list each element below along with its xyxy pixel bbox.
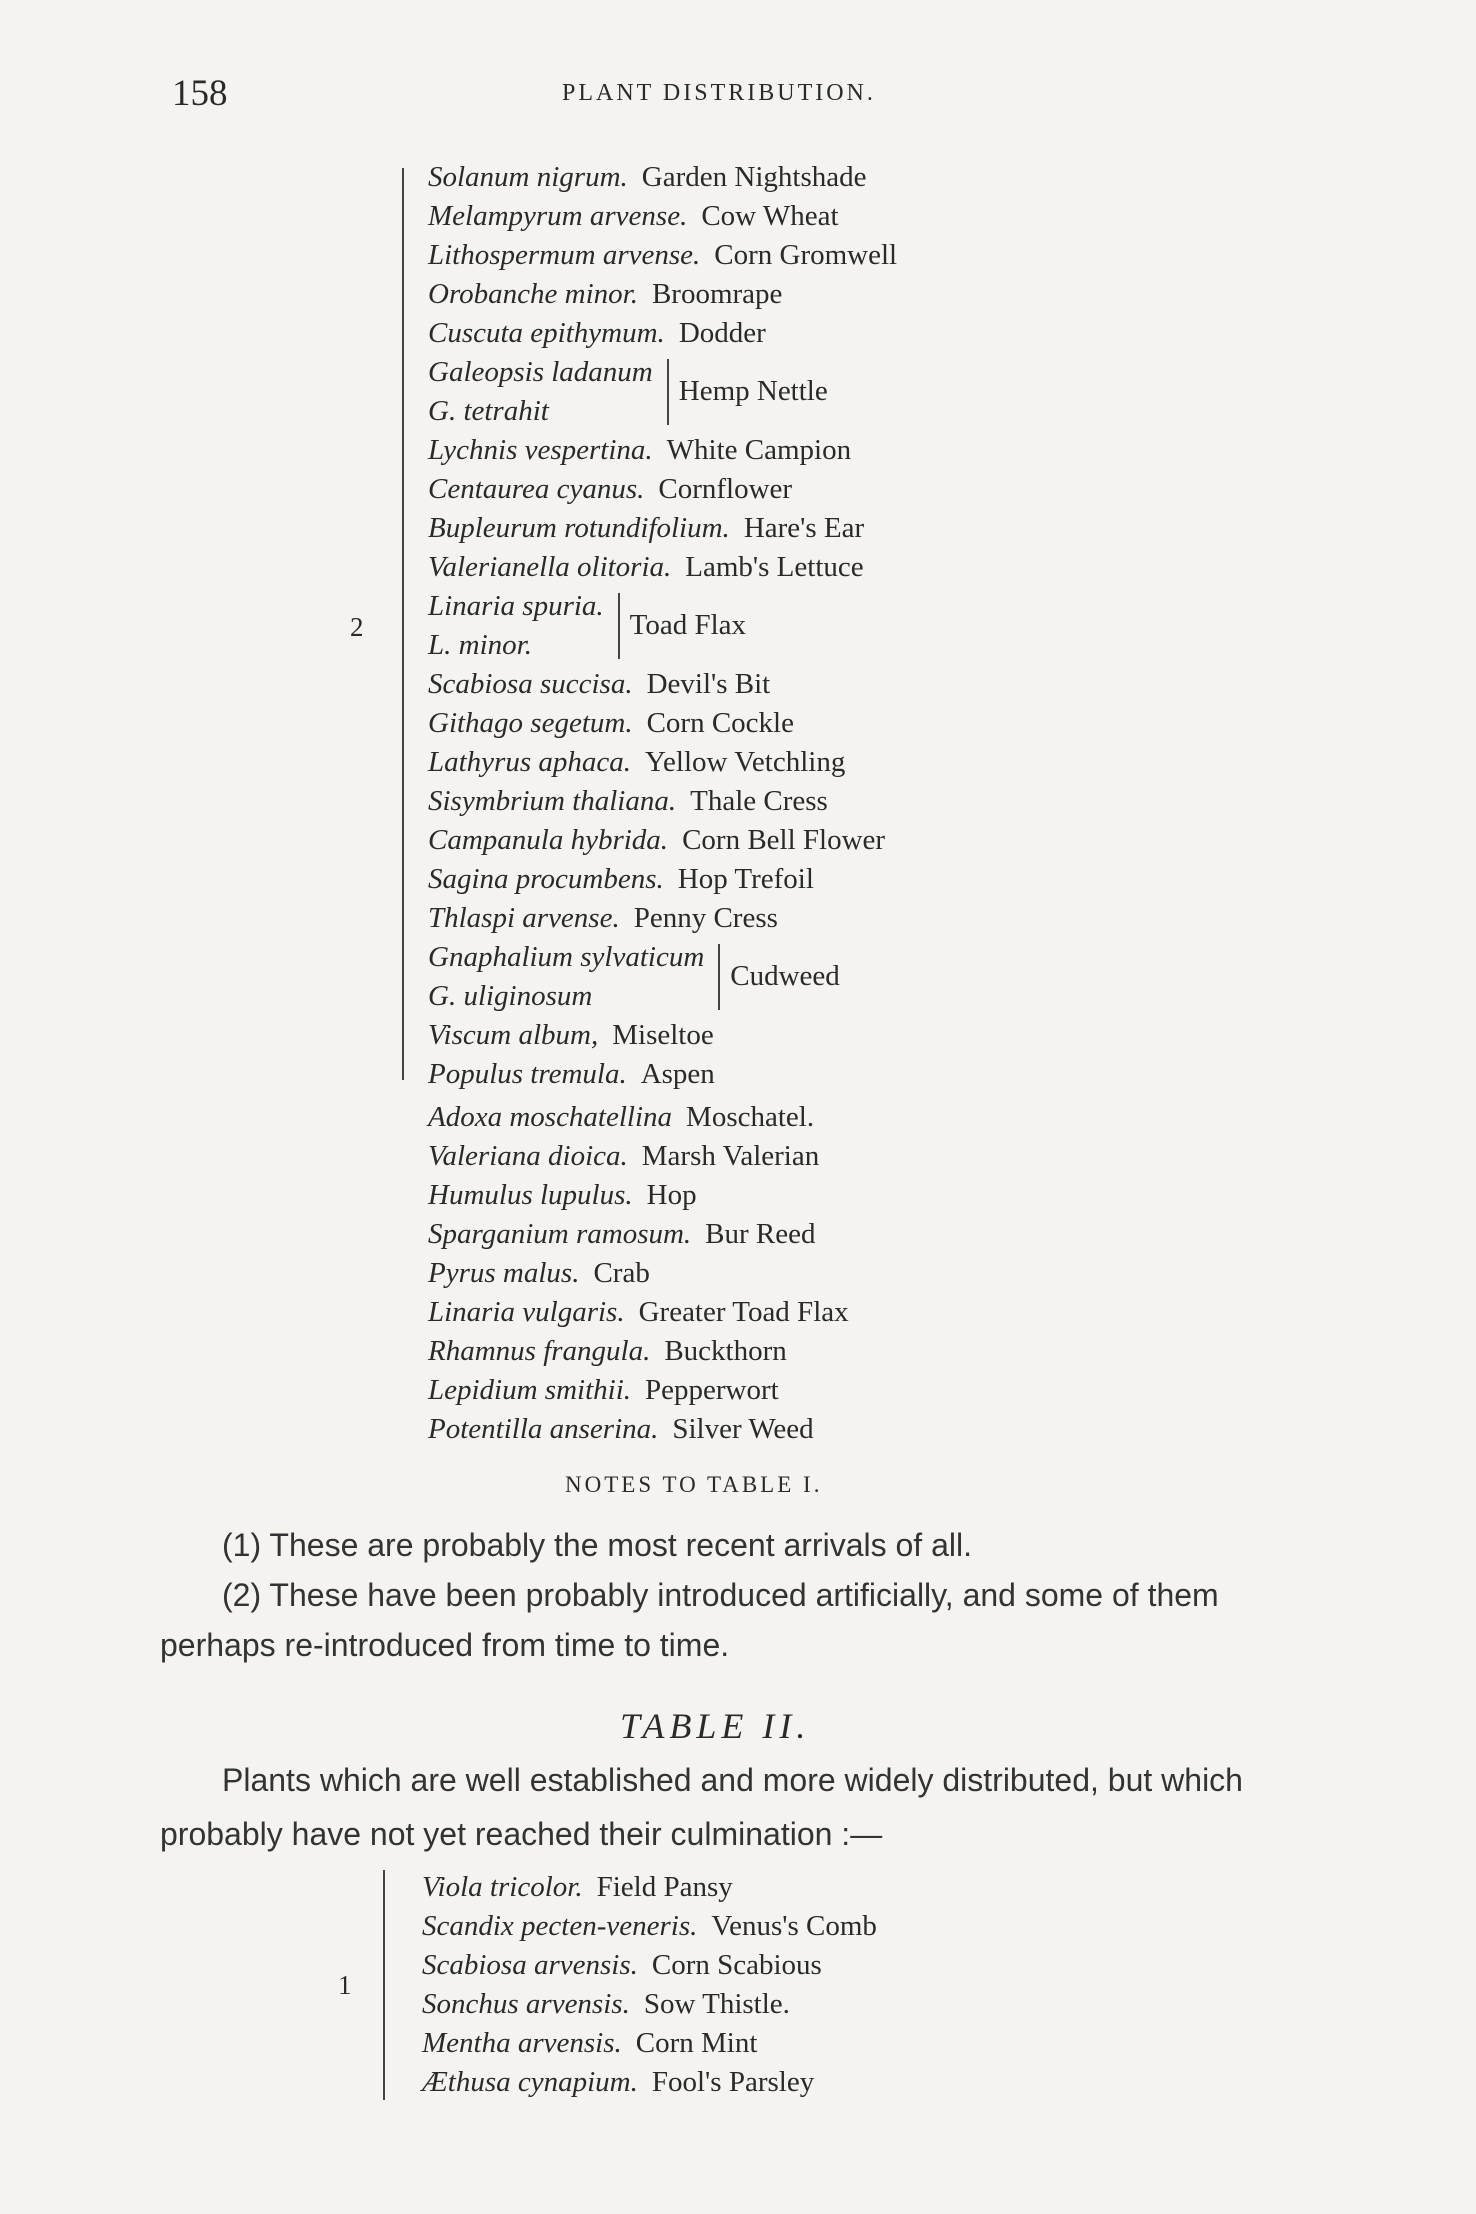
plant-entry — [422, 2063, 877, 2102]
latin-name: Viscum album, — [428, 1019, 599, 1051]
common-name: Miseltoe — [612, 1019, 714, 1051]
notes-heading: NOTES TO TABLE I. — [565, 1472, 823, 1497]
plant-entry — [428, 509, 897, 548]
plant-entry — [428, 1332, 849, 1371]
plant-entry — [422, 1907, 877, 1946]
latin-name: L. minor. — [428, 629, 532, 661]
latin-name: Adoxa moschatellina — [428, 1101, 673, 1133]
latin-name: Gnaphalium sylvaticum — [428, 941, 705, 973]
plant-entry — [428, 1215, 849, 1254]
plant-entry — [428, 704, 897, 743]
latin-name: Sparganium ramosum. — [428, 1218, 692, 1250]
plant-entry — [428, 1055, 897, 1094]
latin-name: Linaria vulgaris. — [428, 1296, 625, 1328]
common-name: Hop Trefoil — [677, 863, 814, 895]
plant-entry — [428, 665, 897, 704]
latin-name: Lychnis vespertina. — [428, 434, 653, 466]
common-name: Corn Bell Flower — [682, 824, 886, 856]
latin-name: Sisymbrium thaliana. — [428, 785, 677, 817]
plant-entry — [428, 158, 897, 197]
table-2-group-label: 1 — [338, 1970, 352, 2000]
plant-entry — [428, 431, 897, 470]
group-2-brace — [402, 168, 404, 1080]
common-name: White Campion — [666, 434, 852, 466]
table1-remaining-list — [428, 1098, 849, 1449]
plant-entry — [428, 1371, 849, 1410]
common-name: Crab — [593, 1257, 650, 1289]
latin-name: Lepidium smithii. — [428, 1374, 632, 1406]
latin-name: Mentha arvensis. — [422, 2027, 622, 2059]
latin-name: Bupleurum rotundifolium. — [428, 512, 730, 544]
plant-entry — [428, 899, 897, 938]
latin-name: Æthusa cynapium. — [422, 2066, 638, 2098]
plant-entry — [428, 782, 897, 821]
plant-entry — [428, 275, 897, 314]
common-name: Fool's Parsley — [651, 2066, 815, 2098]
plant-entry — [422, 2024, 877, 2063]
plant-entry — [422, 1946, 877, 1985]
common-name: Sow Thistle. — [643, 1988, 790, 2020]
pair-brace — [659, 359, 669, 425]
common-name: Marsh Valerian — [641, 1140, 820, 1172]
plant-entry — [428, 548, 897, 587]
common-name: Thale Cress — [690, 785, 828, 817]
common-name: Pepperwort — [645, 1374, 779, 1406]
common-name: Buckthorn — [664, 1335, 787, 1367]
latin-name: Centaurea cyanus. — [428, 473, 645, 505]
latin-name: Linaria spuria. — [428, 590, 604, 622]
group-2-label: 2 — [350, 612, 364, 642]
plant-entry — [428, 938, 897, 1016]
latin-name: Galeopsis ladanum — [428, 356, 653, 388]
common-name: Cudweed — [730, 960, 840, 992]
common-name: Lamb's Lettuce — [685, 551, 864, 583]
latin-name: Cuscuta epithymum. — [428, 317, 665, 349]
latin-name: Githago segetum. — [428, 707, 633, 739]
latin-name: Potentilla anserina. — [428, 1413, 659, 1445]
latin-name: Lithospermum arvense. — [428, 239, 701, 271]
latin-name: Campanula hybrida. — [428, 824, 669, 856]
latin-name: Valeriana dioica. — [428, 1140, 628, 1172]
plant-entry — [428, 197, 897, 236]
note-2: (2) These have been probably introduced artificially, and some of them perhaps re-introduced from time to time. — [160, 1577, 1219, 1663]
latin-name: Sonchus arvensis. — [422, 1988, 630, 2020]
common-name: Bur Reed — [705, 1218, 816, 1250]
plant-entry — [428, 743, 897, 782]
common-name: Hemp Nettle — [678, 375, 828, 407]
plant-entry — [428, 470, 897, 509]
common-name: Corn Cockle — [646, 707, 794, 739]
common-name: Penny Cress — [633, 902, 778, 934]
latin-name: Melampyrum arvense. — [428, 200, 688, 232]
latin-name: Scabiosa arvensis. — [422, 1949, 638, 1981]
plant-entry — [428, 1176, 849, 1215]
latin-name: Viola tricolor. — [422, 1871, 583, 1903]
table-2-brace — [383, 1870, 385, 2100]
latin-name: G. uliginosum — [428, 980, 593, 1012]
plant-entry — [428, 1410, 849, 1449]
common-name: Venus's Comb — [711, 1910, 877, 1942]
plant-entry — [428, 353, 897, 431]
latin-name: Valerianella olitoria. — [428, 551, 672, 583]
common-name: Hare's Ear — [743, 512, 865, 544]
plant-entry — [428, 1254, 849, 1293]
latin-name: Populus tremula. — [428, 1058, 627, 1090]
plant-entry — [428, 587, 897, 665]
note-1: (1) These are probably the most recent arrivals of all. — [222, 1527, 972, 1563]
plant-entry — [428, 236, 897, 275]
table-2-intro: Plants which are well established and more widely distributed, but which probably have not yet reached their culmination :— — [160, 1762, 1243, 1852]
common-name: Yellow Vetchling — [645, 746, 846, 778]
latin-name: Pyrus malus. — [428, 1257, 580, 1289]
page-number: 158 — [172, 73, 228, 114]
latin-name: Scabiosa succisa. — [428, 668, 633, 700]
plant-entry — [428, 314, 897, 353]
latin-name: Thlaspi arvense. — [428, 902, 620, 934]
common-name: Field Pansy — [596, 1871, 733, 1903]
common-name: Aspen — [640, 1058, 715, 1090]
common-name: Broomrape — [651, 278, 783, 310]
plant-entry — [428, 1098, 849, 1137]
common-name: Greater Toad Flax — [638, 1296, 849, 1328]
common-name: Cow Wheat — [701, 200, 839, 232]
table-2-title: TABLE II. — [620, 1706, 811, 1746]
plant-entry — [422, 1868, 877, 1907]
common-name: Cornflower — [658, 473, 793, 505]
pair-brace — [610, 593, 620, 659]
common-name: Hop — [646, 1179, 697, 1211]
pair-brace — [710, 944, 720, 1010]
plant-entry — [428, 821, 897, 860]
latin-name: Humulus lupulus. — [428, 1179, 633, 1211]
common-name: Silver Weed — [672, 1413, 814, 1445]
common-name: Moschatel. — [686, 1101, 815, 1133]
common-name: Corn Mint — [635, 2027, 758, 2059]
common-name: Devil's Bit — [646, 668, 771, 700]
plant-entry — [422, 1985, 877, 2024]
latin-name: G. tetrahit — [428, 395, 549, 427]
common-name: Garden Nightshade — [641, 161, 867, 193]
latin-name: Scandix pecten-veneris. — [422, 1910, 698, 1942]
plant-entry — [428, 1137, 849, 1176]
plant-entry — [428, 860, 897, 899]
latin-name: Lathyrus aphaca. — [428, 746, 631, 778]
plant-entry — [428, 1293, 849, 1332]
table1-group-2-list — [428, 158, 897, 1094]
latin-name: Rhamnus frangula. — [428, 1335, 651, 1367]
plant-entry — [428, 1016, 897, 1055]
latin-name: Orobanche minor. — [428, 278, 638, 310]
common-name: Corn Scabious — [651, 1949, 822, 1981]
common-name: Corn Gromwell — [714, 239, 898, 271]
latin-name: Sagina procumbens. — [428, 863, 664, 895]
common-name: Dodder — [678, 317, 766, 349]
common-name: Toad Flax — [629, 609, 747, 641]
table-2-list — [422, 1868, 877, 2102]
running-title: PLANT DISTRIBUTION. — [562, 80, 876, 106]
latin-name: Solanum nigrum. — [428, 161, 628, 193]
